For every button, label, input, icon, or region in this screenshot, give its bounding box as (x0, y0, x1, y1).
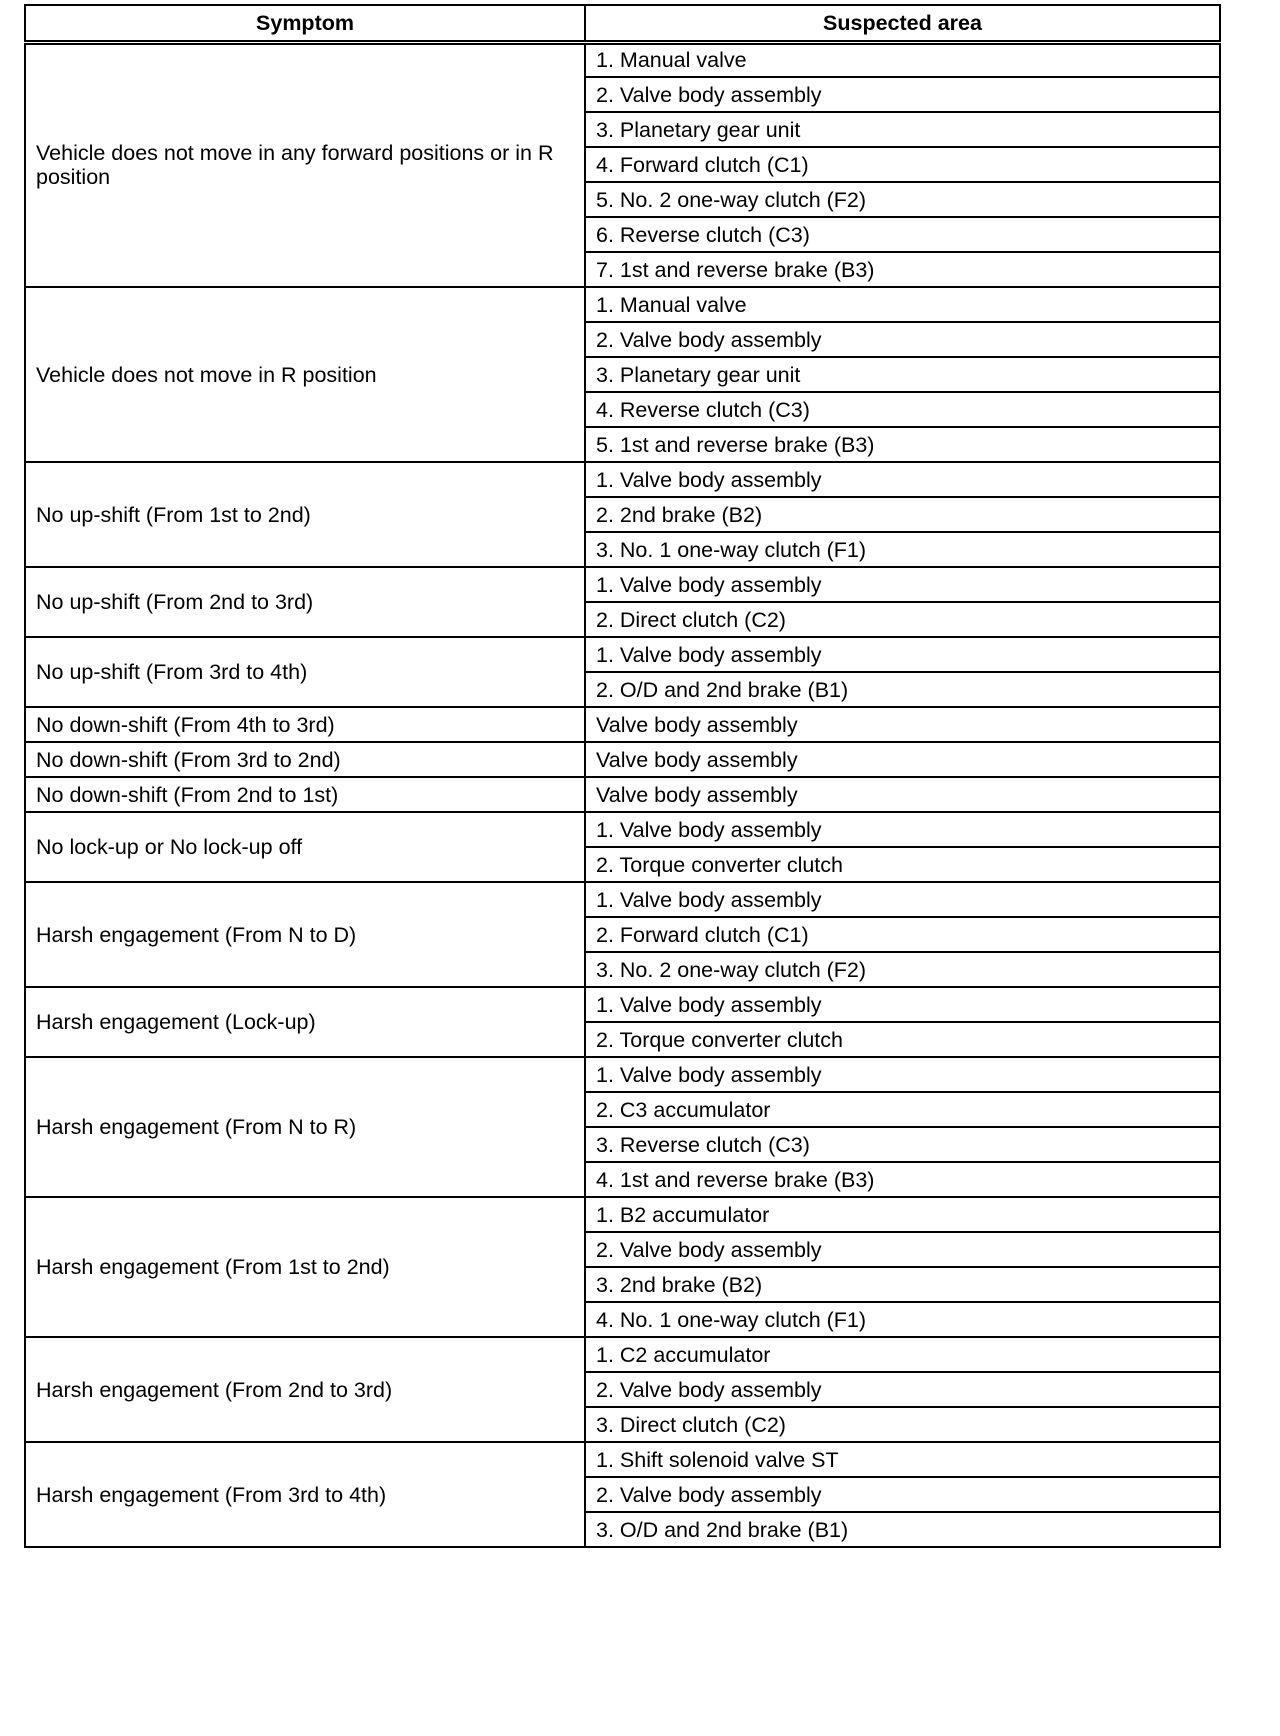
table-row (25, 1442, 1220, 1477)
suspected-area-cell: 3. No. 2 one-way clutch (F2) (585, 952, 1220, 987)
symptom-cell: Harsh engagement (From 3rd to 4th) (25, 1442, 585, 1547)
suspected-area-cell: 2. 2nd brake (B2) (585, 497, 1220, 532)
table-row (25, 812, 1220, 847)
suspected-area-cell: 2. Torque converter clutch (585, 847, 1220, 882)
table-row (25, 707, 1220, 742)
symptom-cell: Harsh engagement (Lock-up) (25, 987, 585, 1057)
suspected-area-cell: 4. 1st and reverse brake (B3) (585, 1162, 1220, 1197)
suspected-area-cell: 1. B2 accumulator (585, 1197, 1220, 1232)
suspected-area-cell: 5. 1st and reverse brake (B3) (585, 427, 1220, 462)
suspected-area-cell: 1. Shift solenoid valve ST (585, 1442, 1220, 1477)
suspected-area-cell: 3. No. 1 one-way clutch (F1) (585, 532, 1220, 567)
suspected-area-cell: 2. Forward clutch (C1) (585, 917, 1220, 952)
symptom-cell: No up-shift (From 1st to 2nd) (25, 462, 585, 567)
header-symptom: Symptom (25, 5, 585, 42)
suspected-area-cell: 1. Valve body assembly (585, 637, 1220, 672)
suspected-area-cell: 2. C3 accumulator (585, 1092, 1220, 1127)
symptom-table (24, 4, 1221, 1548)
suspected-area-cell: 2. Valve body assembly (585, 1477, 1220, 1512)
suspected-area-cell: 3. Planetary gear unit (585, 112, 1220, 147)
table-row (25, 882, 1220, 917)
table-row (25, 42, 1220, 77)
suspected-area-cell: 7. 1st and reverse brake (B3) (585, 252, 1220, 287)
symptom-cell: No lock-up or No lock-up off (25, 812, 585, 882)
table-row (25, 567, 1220, 602)
table-row (25, 1057, 1220, 1092)
symptom-cell: Vehicle does not move in any forward positions or in R position (25, 42, 585, 287)
table-row (25, 987, 1220, 1022)
suspected-area-cell: 4. No. 1 one-way clutch (F1) (585, 1302, 1220, 1337)
symptom-cell: Harsh engagement (From N to D) (25, 882, 585, 987)
suspected-area-cell: 2. Valve body assembly (585, 322, 1220, 357)
symptom-cell: No up-shift (From 3rd to 4th) (25, 637, 585, 707)
symptom-cell: No up-shift (From 2nd to 3rd) (25, 567, 585, 637)
symptom-cell: Vehicle does not move in R position (25, 287, 585, 462)
suspected-area-cell: 5. No. 2 one-way clutch (F2) (585, 182, 1220, 217)
suspected-area-cell: 1. Valve body assembly (585, 462, 1220, 497)
suspected-area-cell: 3. 2nd brake (B2) (585, 1267, 1220, 1302)
header-suspected-area: Suspected area (585, 5, 1220, 42)
suspected-area-cell: 1. Manual valve (585, 42, 1220, 77)
suspected-area-cell: 3. O/D and 2nd brake (B1) (585, 1512, 1220, 1547)
suspected-area-cell: 2. Valve body assembly (585, 1372, 1220, 1407)
suspected-area-cell: 6. Reverse clutch (C3) (585, 217, 1220, 252)
symptom-cell: Harsh engagement (From N to R) (25, 1057, 585, 1197)
suspected-area-cell: Valve body assembly (585, 742, 1220, 777)
symptom-cell: Harsh engagement (From 1st to 2nd) (25, 1197, 585, 1337)
suspected-area-cell: 4. Forward clutch (C1) (585, 147, 1220, 182)
symptom-cell: No down-shift (From 3rd to 2nd) (25, 742, 585, 777)
suspected-area-cell: 2. Torque converter clutch (585, 1022, 1220, 1057)
suspected-area-cell: 3. Reverse clutch (C3) (585, 1127, 1220, 1162)
suspected-area-cell: 1. Valve body assembly (585, 987, 1220, 1022)
table-row (25, 1337, 1220, 1372)
suspected-area-cell: 2. Valve body assembly (585, 77, 1220, 112)
suspected-area-cell: 1. Valve body assembly (585, 1057, 1220, 1092)
header-row (25, 5, 1220, 42)
suspected-area-cell: 1. Manual valve (585, 287, 1220, 322)
suspected-area-cell: 1. Valve body assembly (585, 812, 1220, 847)
suspected-area-cell: 1. C2 accumulator (585, 1337, 1220, 1372)
suspected-area-cell: 2. Valve body assembly (585, 1232, 1220, 1267)
suspected-area-cell: 2. Direct clutch (C2) (585, 602, 1220, 637)
symptom-cell: No down-shift (From 2nd to 1st) (25, 777, 585, 812)
suspected-area-cell: 3. Direct clutch (C2) (585, 1407, 1220, 1442)
symptom-cell: Harsh engagement (From 2nd to 3rd) (25, 1337, 585, 1442)
table-row (25, 287, 1220, 322)
symptom-cell: No down-shift (From 4th to 3rd) (25, 707, 585, 742)
table-row (25, 742, 1220, 777)
suspected-area-cell: 3. Planetary gear unit (585, 357, 1220, 392)
table-row (25, 462, 1220, 497)
table-row (25, 637, 1220, 672)
suspected-area-cell: 2. O/D and 2nd brake (B1) (585, 672, 1220, 707)
suspected-area-cell: 1. Valve body assembly (585, 882, 1220, 917)
table-row (25, 1197, 1220, 1232)
suspected-area-cell: Valve body assembly (585, 777, 1220, 812)
suspected-area-cell: 4. Reverse clutch (C3) (585, 392, 1220, 427)
table-row (25, 777, 1220, 812)
table-body (25, 42, 1220, 1547)
suspected-area-cell: 1. Valve body assembly (585, 567, 1220, 602)
suspected-area-cell: Valve body assembly (585, 707, 1220, 742)
